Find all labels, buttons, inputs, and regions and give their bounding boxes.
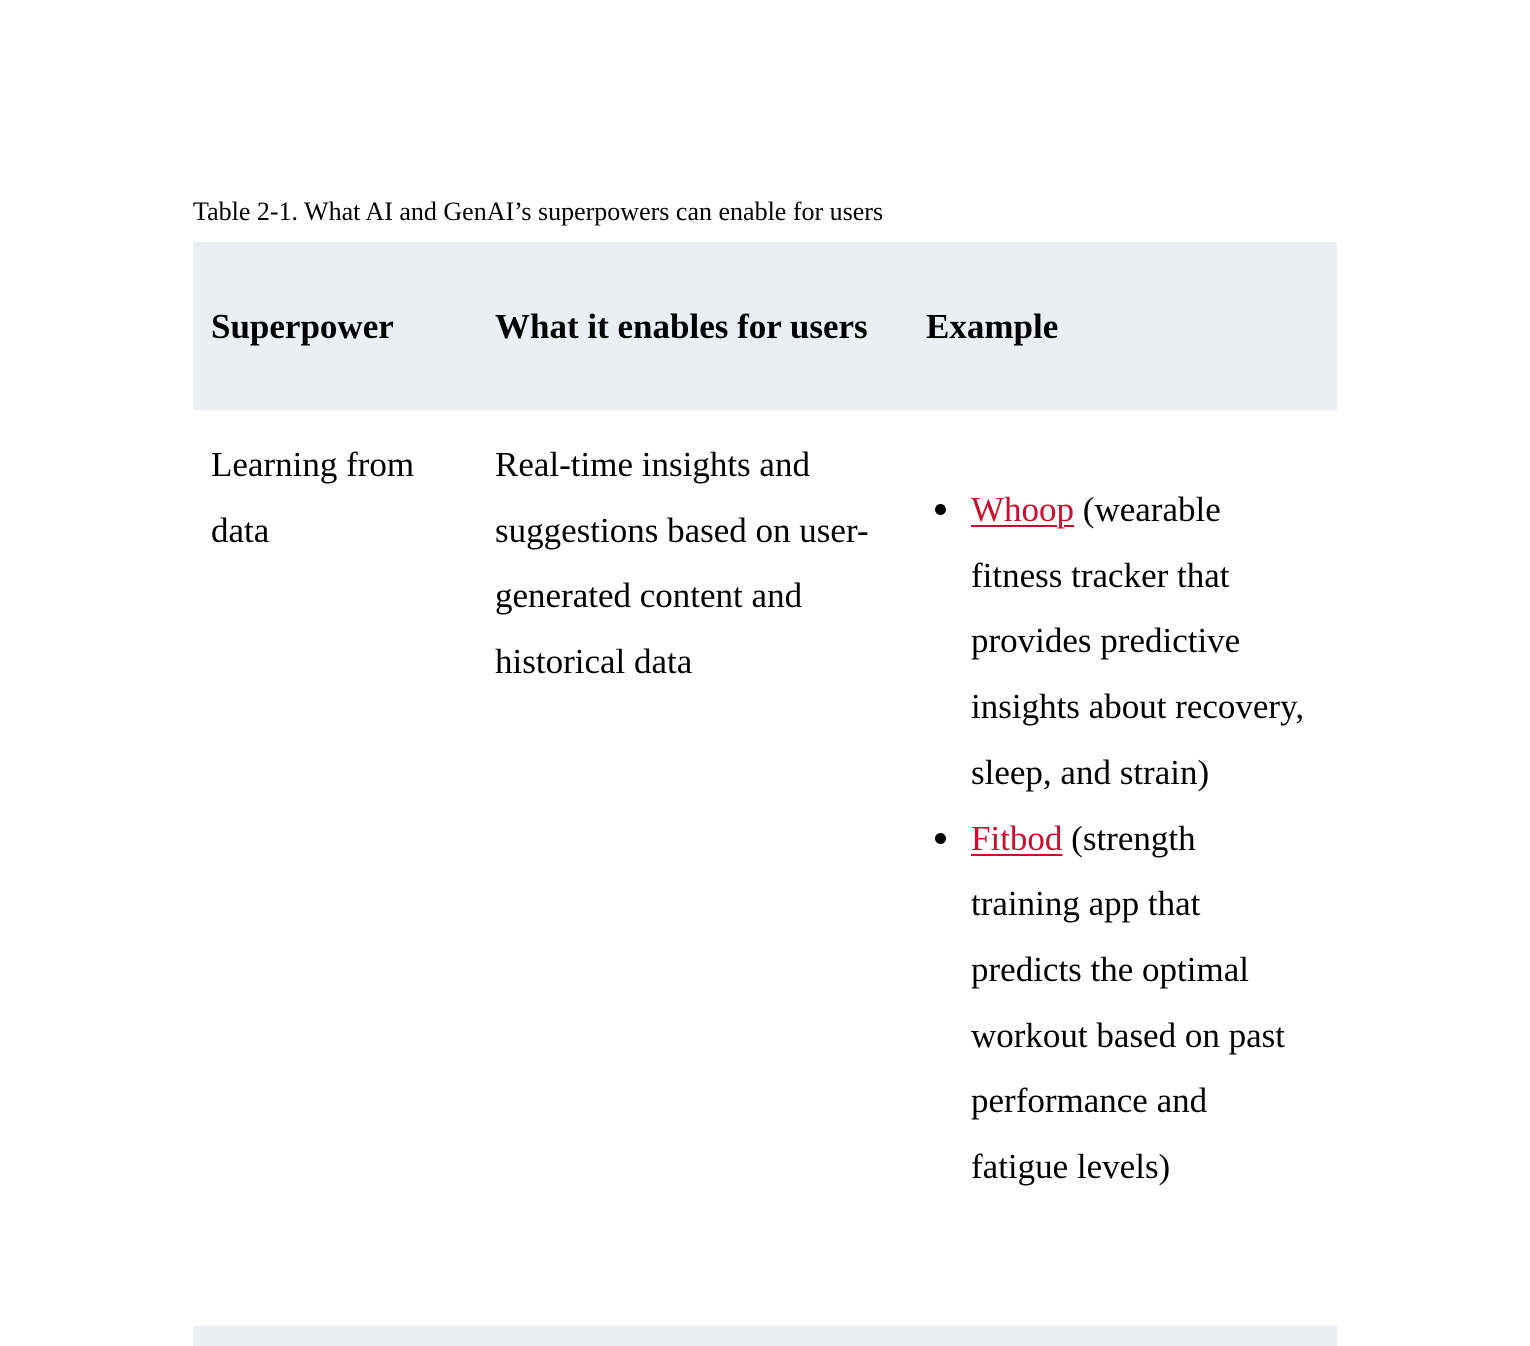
example-list (926, 477, 1307, 1200)
table-header (193, 242, 1337, 410)
bullet-icon (935, 504, 946, 515)
fitbod-description: (strength training app that predicts the optimal workout based on past performance and fatigue levels) (971, 818, 1285, 1187)
column-header-superpower: Superpower (193, 242, 476, 410)
superpowers-table (193, 242, 1337, 1326)
bullet-icon (935, 833, 946, 844)
next-table-row (193, 1326, 1337, 1346)
cell-examples (901, 410, 1337, 1326)
example-item-fitbod (971, 806, 1307, 1200)
column-header-enables: What it enables for users (476, 242, 901, 410)
fitbod-link[interactable]: Fitbod (971, 818, 1063, 858)
cell-enables: Real-time insights and suggestions based on user-generated content and historical data (495, 445, 869, 682)
table-caption: Table 2-1. What AI and GenAI’s superpowers can enable for users (193, 197, 884, 226)
table-row (193, 410, 1337, 1326)
column-header-example: Example (901, 242, 1337, 410)
example-item-whoop (971, 477, 1307, 806)
header-row (193, 242, 1337, 410)
cell-superpower: Learning from data (211, 445, 415, 550)
whoop-description: (wearable fitness tracker that provides predictive insights about recovery, sleep, and strain) (971, 490, 1305, 792)
whoop-link[interactable]: Whoop (971, 490, 1075, 529)
